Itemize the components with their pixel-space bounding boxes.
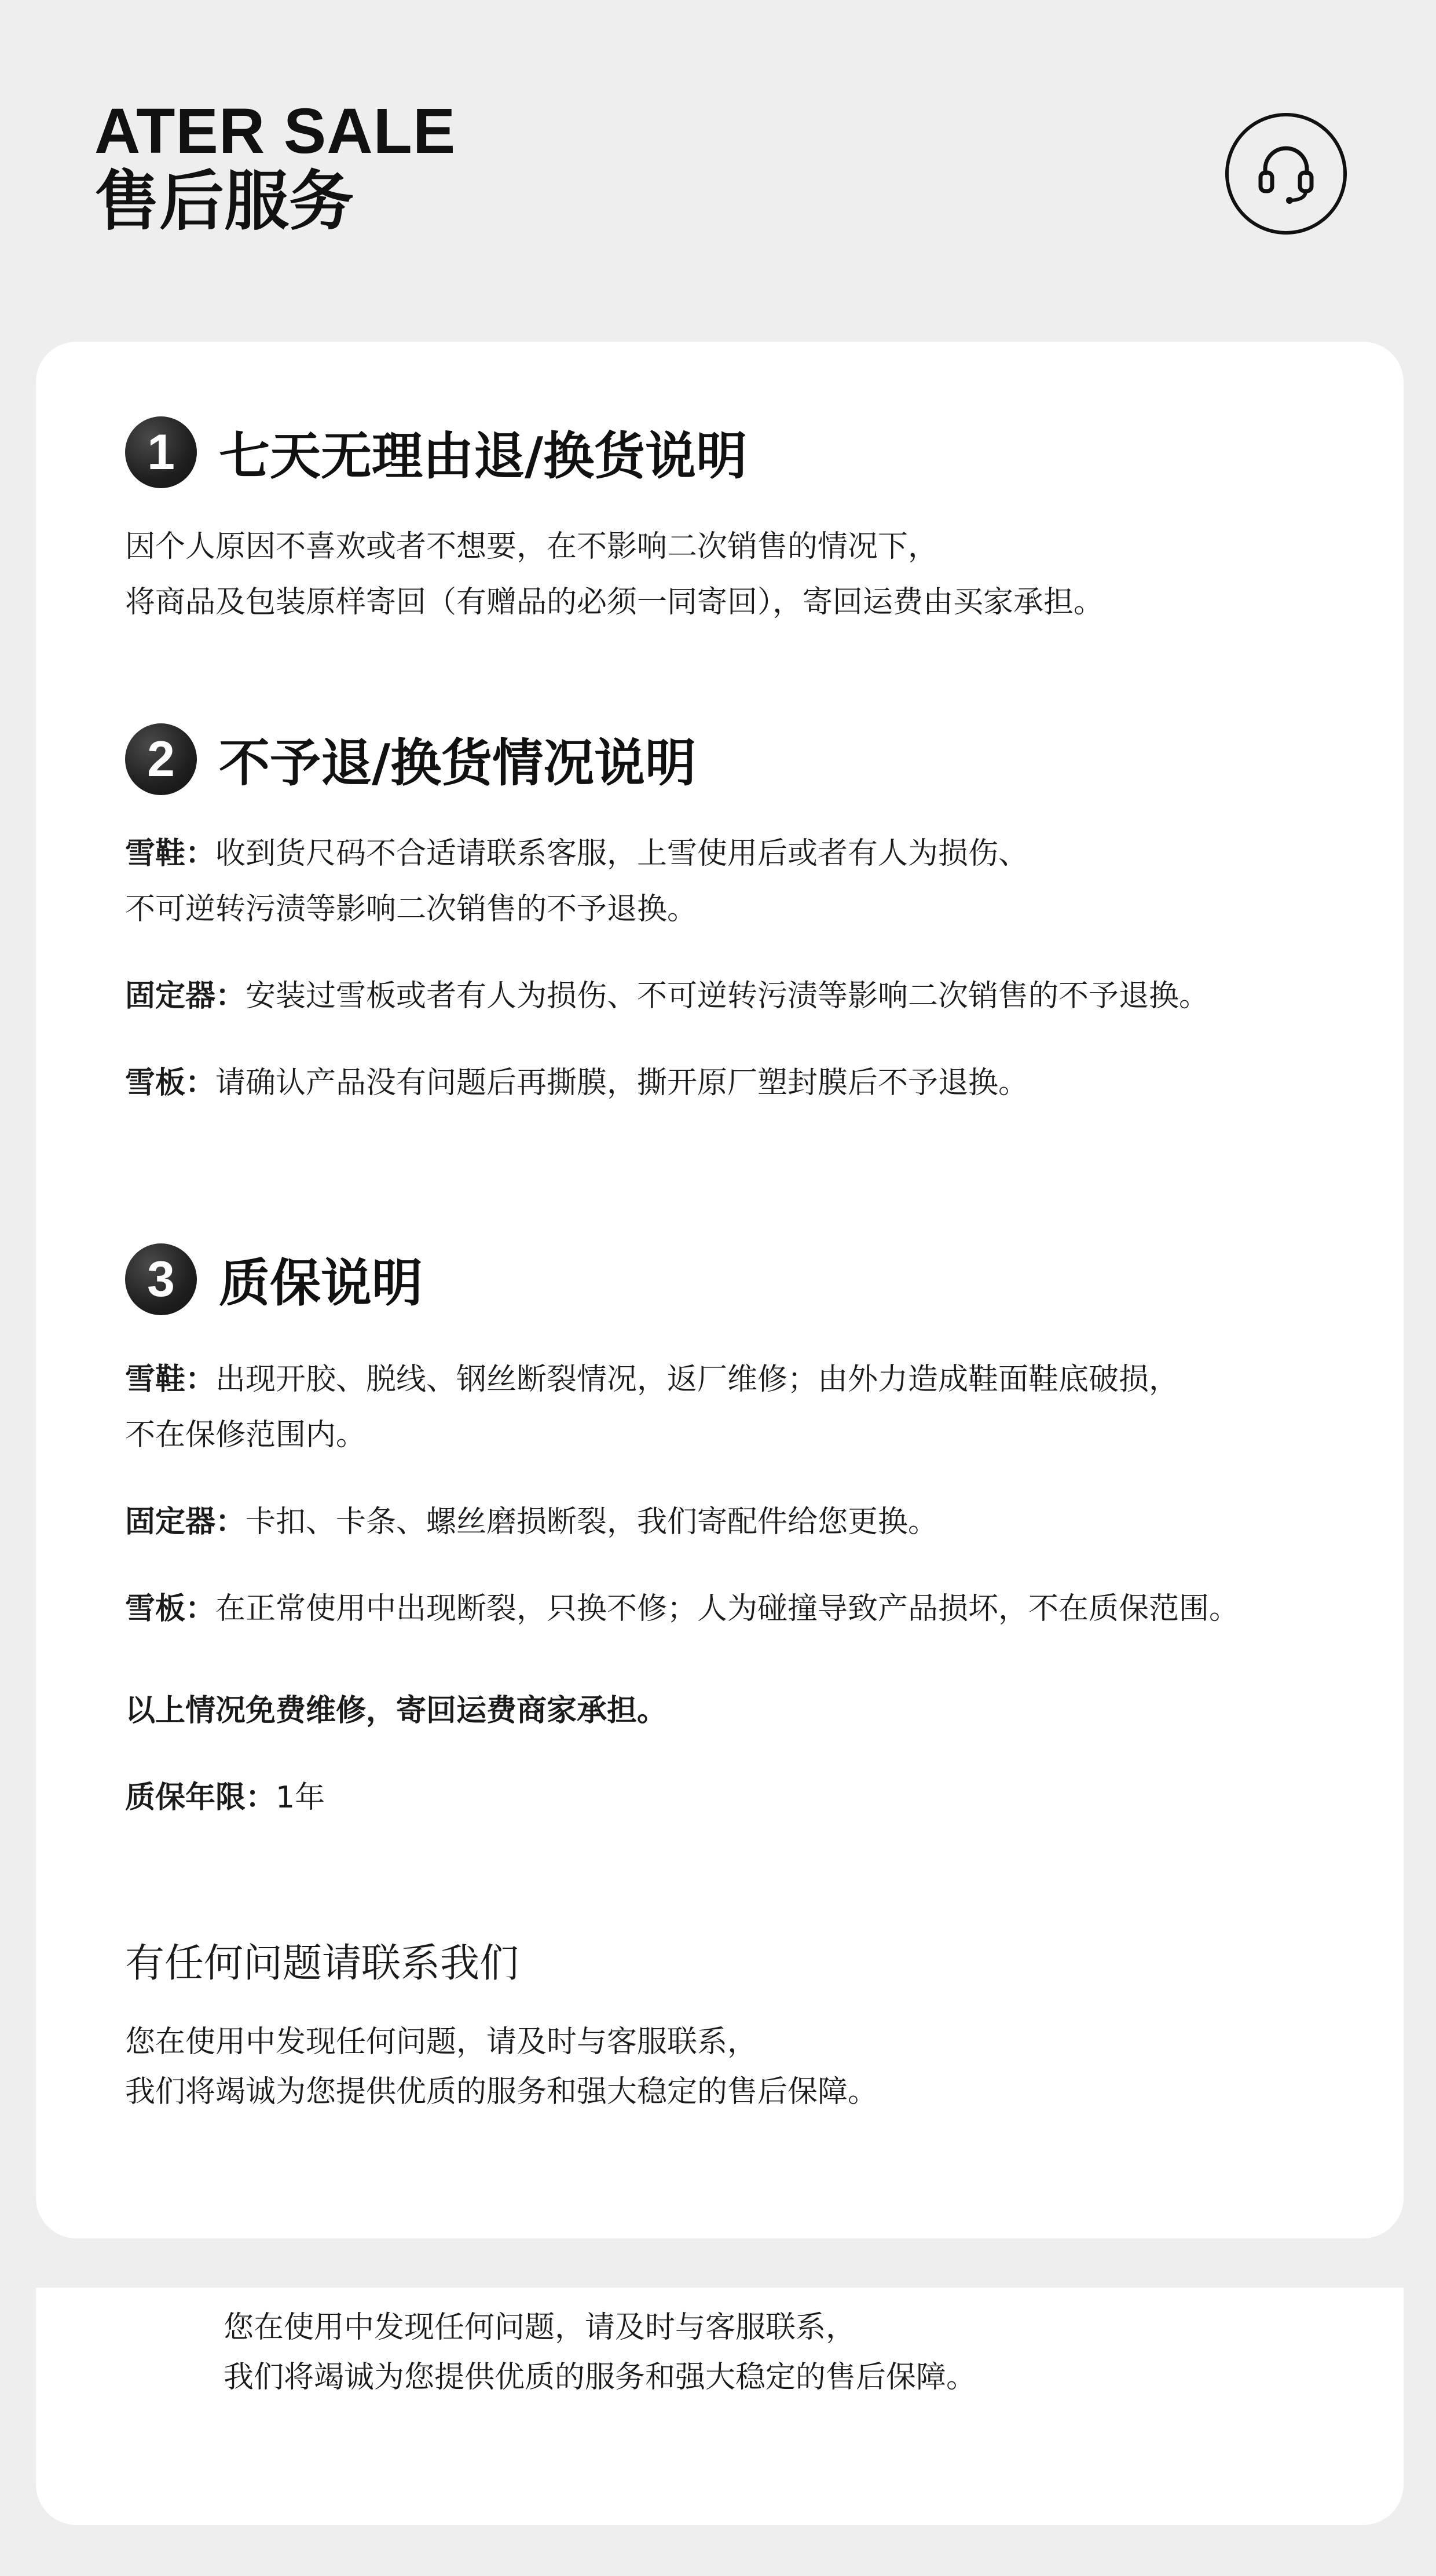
item-text: 请确认产品没有问题后再撕膜，撕开原厂塑封膜后不予退换。: [215, 1066, 1029, 1100]
section-no-return: [125, 723, 1209, 1111]
contact-line: 您在使用中发现任何问题，请及时与客服联系，: [125, 2025, 758, 2059]
page-header: [94, 96, 456, 239]
section-return-exchange: [125, 416, 1104, 630]
footer-line: 您在使用中发现任何问题，请及时与客服联系，: [224, 2310, 856, 2345]
item-bindings: [125, 1494, 1239, 1550]
item-label: 雪板：: [125, 1066, 216, 1100]
contact-title: 有任何问题请联系我们: [125, 1941, 519, 1986]
item-text-continued: 不在保修范围内。: [125, 1418, 367, 1452]
item-label: 固定器：: [125, 1505, 246, 1539]
item-text: 收到货尺码不合适请联系客服，上雪使用后或者有人为损伤、: [215, 836, 1029, 871]
item-snow-boots: [125, 826, 1209, 881]
page-title-cn: 售后服务: [94, 164, 354, 239]
contact-section: [125, 1932, 878, 2117]
section-number: 3: [125, 1243, 197, 1315]
free-repair-note: 以上情况免费维修，寄回运费商家承担。: [125, 1693, 668, 1728]
item-label: 雪板：: [125, 1591, 216, 1626]
item-snowboard: [125, 1055, 1209, 1111]
warranty-period: [125, 1770, 1239, 1825]
item-text: 卡扣、卡条、螺丝磨损断裂，我们寄配件给您更换。: [246, 1505, 939, 1539]
item-text: 安装过雪板或者有人为损伤、不可逆转污渍等影响二次销售的不予退换。: [246, 979, 1210, 1013]
item-text: 在正常使用中出现断裂，只换不修；人为碰撞导致产品损坏，不在质保范围。: [215, 1591, 1240, 1626]
item-bindings: [125, 968, 1209, 1024]
item-label: 固定器：: [125, 979, 246, 1013]
item-text-continued: 不可逆转污渍等影响二次销售的不予退换。: [125, 892, 698, 927]
item-label: 雪鞋：: [125, 836, 216, 871]
section-number: 2: [125, 723, 197, 795]
item-snow-boots: [125, 1352, 1239, 1407]
headset-icon: [1225, 113, 1347, 235]
warranty-value: 1年: [276, 1780, 325, 1815]
page-title-en: ATER SALE: [94, 96, 456, 167]
paragraph-line: 将商品及包装原样寄回（有赠品的必须一同寄回），寄回运费由买家承担。: [125, 585, 1104, 620]
warranty-label: 质保年限：: [125, 1780, 276, 1815]
section-title: 七天无理由退/换货说明: [219, 426, 748, 486]
section-warranty: [125, 1243, 1239, 1825]
item-label: 雪鞋：: [125, 1362, 216, 1397]
footer-text: [224, 2303, 976, 2402]
section-number: 1: [125, 416, 197, 488]
contact-line: 我们将竭诚为您提供优质的服务和强大稳定的售后保障。: [125, 2074, 878, 2109]
item-snowboard: [125, 1581, 1239, 1637]
item-text: 出现开胶、脱线、钢丝断裂情况，返厂维修；由外力造成鞋面鞋底破损，: [215, 1362, 1179, 1397]
footer-line: 我们将竭诚为您提供优质的服务和强大稳定的售后保障。: [224, 2360, 977, 2395]
section-title: 不予退/换货情况说明: [219, 733, 697, 793]
section-title: 质保说明: [219, 1253, 423, 1313]
paragraph-line: 因个人原因不喜欢或者不想要，在不影响二次销售的情况下，: [125, 529, 939, 564]
